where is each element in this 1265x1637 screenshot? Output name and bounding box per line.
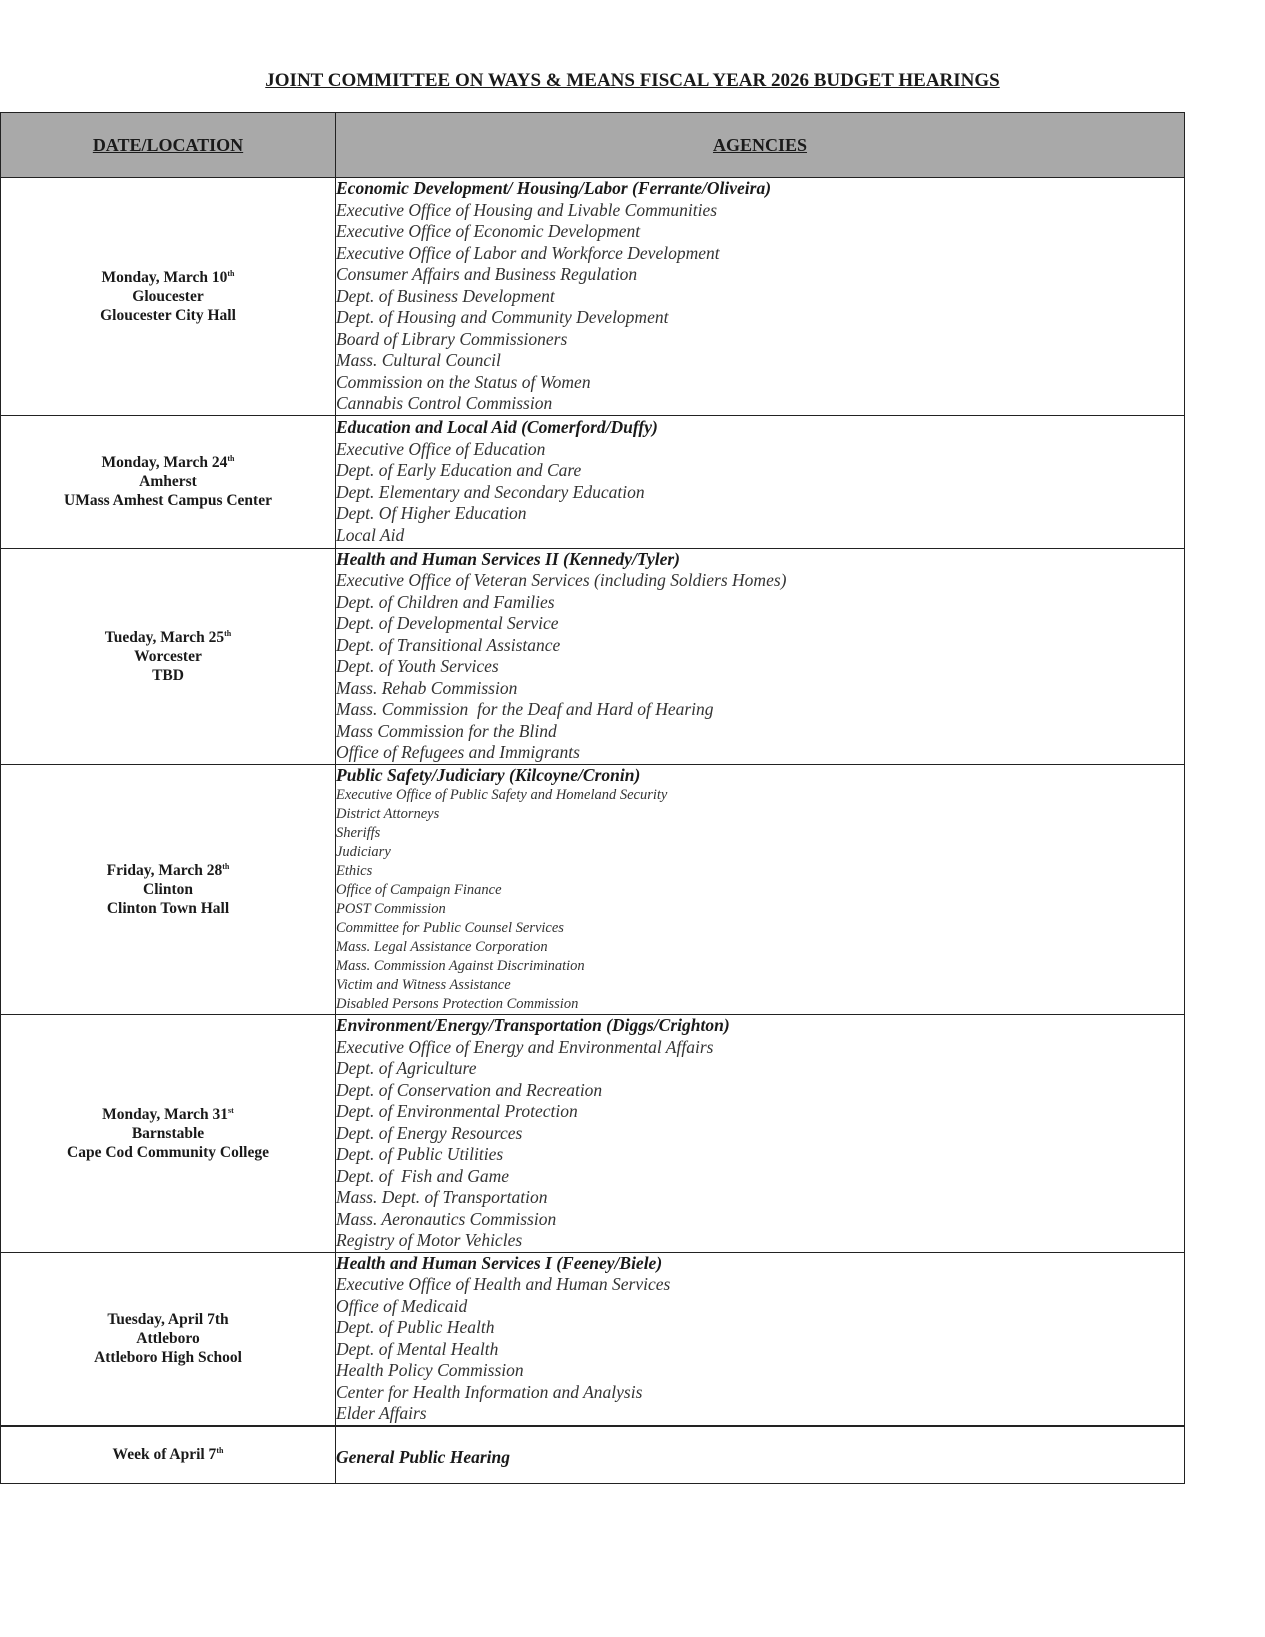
date-suffix: th [227, 268, 235, 278]
agency-item: Dept. of Developmental Service [336, 613, 559, 633]
agency-item: Local Aid [336, 524, 405, 545]
agencies-cell [336, 1426, 1185, 1484]
agencies-cell [336, 1015, 1185, 1253]
date-location-cell [1, 1252, 336, 1426]
agency-item: Executive Office of Economic Development [336, 221, 641, 241]
agency-item: Dept. of Energy Resources [336, 1122, 523, 1143]
agencies-header: AGENCIES [336, 113, 1185, 178]
hearing-venue: Cape Cod Community College [67, 1143, 269, 1161]
agency-item: Victim and Witness Assistance [336, 977, 511, 993]
hearing-date: Monday, March 31 [102, 1105, 229, 1123]
agency-item: Mass. Commission for the Deaf and Hard of Hearing [336, 699, 714, 719]
agency-item: Office of Refugees and Immigrants [336, 742, 580, 762]
agency-item: Dept. of Transitional Assistance [336, 634, 561, 655]
agency-item: Mass. Cultural Council [336, 350, 501, 370]
date-location-cell [1, 764, 336, 1015]
agency-item: Disabled Persons Protection Commission [336, 996, 579, 1012]
page-title: JOINT COMMITTEE ON WAYS & MEANS FISCAL YEAR 2026 BUDGET HEARINGS [265, 70, 1000, 91]
date-location-cell [1, 1426, 336, 1484]
agency-item: Dept. of Youth Services [336, 656, 499, 676]
agency-item: Registry of Motor Vehicles [336, 1230, 523, 1250]
date-location-cell [1, 415, 336, 548]
date-suffix: th [224, 628, 232, 638]
agency-item: Ethics [336, 863, 373, 879]
agency-item: Mass. Legal Assistance Corporation [336, 939, 548, 955]
committee-group-title: Health and Human Services I (Feeney/Biele) [336, 1252, 663, 1273]
agency-item: Dept. of Fish and Game [336, 1165, 510, 1186]
committee-group-title: Economic Development/ Housing/Labor (Ferrante/Oliveira) [336, 178, 772, 198]
agency-item: Mass. Aeronautics Commission [336, 1208, 557, 1229]
agency-item: Mass. Dept. of Transportation [336, 1187, 548, 1207]
agencies-cell [336, 764, 1185, 1015]
agency-item: Executive Office of Public Safety and Homeland Security [336, 787, 668, 803]
table-row [1, 1252, 1185, 1426]
agency-item: Executive Office of Health and Human Services [336, 1274, 671, 1294]
table-row [1, 415, 1185, 548]
date-location-cell [1, 1015, 336, 1253]
hearing-date: Monday, March 10 [101, 268, 228, 286]
hearing-date: Tuesday, April 7th [107, 1311, 229, 1328]
agency-item: Elder Affairs [336, 1403, 427, 1423]
general-public-hearing-label: General Public Hearing [336, 1446, 511, 1467]
committee-group-title: Education and Local Aid (Comerford/Duffy) [336, 417, 658, 437]
agency-item: Mass Commission for the Blind [336, 720, 557, 741]
hearing-date: Week of April 7 [112, 1446, 217, 1463]
hearing-date: Friday, March 28 [106, 861, 223, 879]
committee-group-title: Environment/Energy/Transportation (Diggs/Crighton) [336, 1015, 730, 1035]
agency-item: Office of Medicaid [336, 1295, 468, 1316]
agency-item: POST Commission [336, 901, 446, 917]
date-suffix: st [228, 1105, 234, 1115]
agency-item: Dept. of Mental Health [336, 1338, 499, 1359]
agencies-cell [336, 1252, 1185, 1426]
agency-item: Judiciary [336, 844, 391, 860]
agency-item: Dept. of Public Utilities [336, 1144, 504, 1164]
agency-item: Dept. Elementary and Secondary Education [336, 481, 645, 502]
agency-item: Mass. Commission Against Discrimination [336, 958, 585, 974]
agencies-cell [336, 415, 1185, 548]
date-location-header: DATE/LOCATION [1, 113, 336, 178]
agency-item: Cannabis Control Commission [336, 393, 553, 413]
date-suffix: th [216, 1445, 224, 1455]
hearing-city: Attleboro [136, 1330, 200, 1347]
agency-item: Dept. of Housing and Community Development [336, 307, 669, 327]
agency-item: Board of Library Commissioners [336, 328, 568, 349]
table-header-row [1, 113, 1185, 178]
agency-item: Dept. of Business Development [336, 285, 555, 306]
agency-item: Dept. of Environmental Protection [336, 1101, 578, 1121]
agency-item: Sheriffs [336, 825, 381, 841]
agency-item: Executive Office of Education [336, 438, 546, 459]
hearing-city: Worcester [134, 647, 202, 665]
agency-item: Consumer Affairs and Business Regulation [336, 264, 638, 284]
hearing-venue: TBD [152, 666, 184, 684]
agency-item: Commission on the Status of Women [336, 371, 591, 392]
table-row [1, 548, 1185, 764]
agency-item: Office of Campaign Finance [336, 882, 502, 898]
agency-item: District Attorneys [336, 806, 440, 822]
agency-item: Committee for Public Counsel Services [336, 920, 564, 936]
hearing-venue: UMass Amhest Campus Center [64, 492, 272, 509]
agency-item: Executive Office of Housing and Livable Communities [336, 199, 718, 220]
date-suffix: th [227, 453, 235, 463]
hearing-city: Barnstable [131, 1124, 205, 1142]
agency-item: Dept. of Agriculture [336, 1058, 477, 1078]
agency-item: Dept. of Children and Families [336, 591, 555, 612]
agency-item: Dept. of Public Health [336, 1317, 495, 1337]
agencies-cell [336, 178, 1185, 416]
hearing-date: Monday, March 24 [101, 454, 228, 471]
agency-item: Mass. Rehab Commission [336, 677, 518, 698]
date-location-cell [1, 178, 336, 416]
committee-group-title: Health and Human Services II (Kennedy/Tyler) [336, 548, 680, 569]
agency-item: Executive Office of Labor and Workforce Development [336, 242, 720, 263]
hearing-venue: Clinton Town Hall [106, 899, 230, 917]
date-location-cell [1, 548, 336, 764]
agency-item: Center for Health Information and Analysis [336, 1381, 643, 1402]
agency-item: Executive Office of Veteran Services (including Soldiers Homes) [336, 570, 787, 590]
hearing-city: Amherst [139, 473, 197, 490]
date-suffix: th [222, 861, 230, 871]
agency-item: Executive Office of Energy and Environmental Affairs [336, 1036, 714, 1057]
committee-group-title: Public Safety/Judiciary (Kilcoyne/Cronin) [336, 764, 641, 785]
agency-item: Health Policy Commission [336, 1360, 524, 1380]
agency-item: Dept. Of Higher Education [336, 503, 527, 523]
table-row [1, 1426, 1185, 1484]
agency-item: Dept. of Early Education and Care [336, 460, 582, 480]
table-row [1, 1015, 1185, 1253]
hearing-date: Tueday, March 25 [104, 628, 225, 646]
table-row [1, 764, 1185, 1015]
table-row [1, 178, 1185, 416]
hearing-venue: Attleboro High School [94, 1349, 242, 1366]
hearing-city: Gloucester [132, 287, 204, 305]
agencies-cell [336, 548, 1185, 764]
hearing-city: Clinton [143, 880, 193, 898]
hearing-venue: Gloucester City Hall [100, 306, 236, 324]
hearings-table [0, 112, 1185, 1484]
agency-item: Dept. of Conservation and Recreation [336, 1079, 603, 1100]
